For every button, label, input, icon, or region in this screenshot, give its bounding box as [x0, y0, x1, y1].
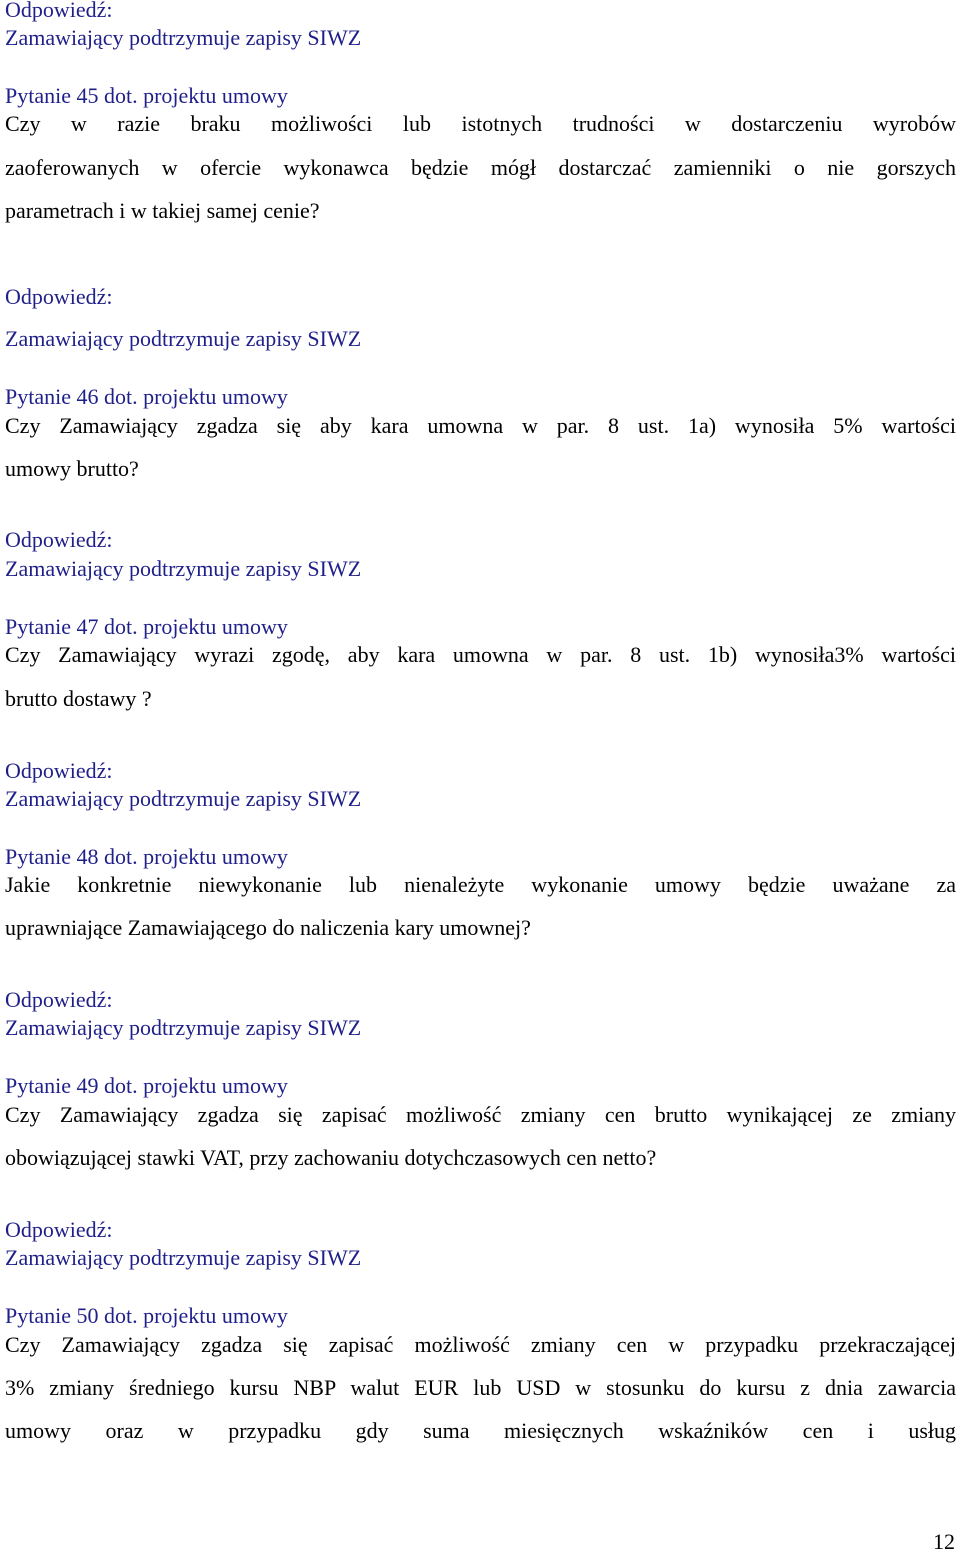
question-text-line: parametrach i w takiej samej cenie? [5, 198, 320, 223]
question-heading: Pytanie 46 dot. projektu umowy [5, 384, 288, 409]
question-heading: Pytanie 47 dot. projektu umowy [5, 614, 288, 639]
answer-label: Odpowiedź: [5, 527, 113, 552]
question-text-line: 3% zmiany średniego kursu NBP walut EUR lub USD w stosunku do kursu z dnia zawarcia [5, 1375, 956, 1400]
answer-text: Zamawiający podtrzymuje zapisy SIWZ [5, 1015, 362, 1040]
question-text-line: Jakie konkretnie niewykonanie lub nienależyte wykonanie umowy będzie uważane za [5, 872, 956, 897]
answer-label: Odpowiedź: [5, 758, 113, 783]
question-heading: Pytanie 50 dot. projektu umowy [5, 1303, 288, 1328]
answer-text: Zamawiający podtrzymuje zapisy SIWZ [5, 25, 362, 50]
answer-text: Zamawiający podtrzymuje zapisy SIWZ [5, 556, 362, 581]
question-text-line: uprawniające Zamawiającego do naliczenia kary umownej? [5, 915, 531, 940]
answer-text: Zamawiający podtrzymuje zapisy SIWZ [5, 1245, 362, 1270]
question-heading: Pytanie 48 dot. projektu umowy [5, 844, 288, 869]
question-text-line: zaoferowanych w ofercie wykonawca będzie mógł dostarczać zamienniki o nie gorszych [5, 155, 956, 180]
question-text-line: obowiązującej stawki VAT, przy zachowaniu dotychczasowych cen netto? [5, 1145, 657, 1170]
question-text-line: Czy Zamawiający zgadza się aby kara umowna w par. 8 ust. 1a) wynosiła 5% wartości [5, 413, 956, 438]
answer-label: Odpowiedź: [5, 284, 113, 309]
question-text-line: umowy brutto? [5, 456, 139, 481]
answer-text: Zamawiający podtrzymuje zapisy SIWZ [5, 786, 362, 811]
answer-label: Odpowiedź: [5, 0, 113, 22]
question-heading: Pytanie 45 dot. projektu umowy [5, 83, 288, 108]
question-heading: Pytanie 49 dot. projektu umowy [5, 1073, 288, 1098]
answer-label: Odpowiedź: [5, 987, 113, 1012]
question-text-line: brutto dostawy ? [5, 686, 152, 711]
question-text-line: Czy Zamawiający zgadza się zapisać możliwość zmiany cen brutto wynikającej ze zmiany [5, 1102, 956, 1127]
question-text-line: Czy Zamawiający zgadza się zapisać możliwość zmiany cen w przypadku przekraczającej [5, 1332, 956, 1357]
question-text-line: Czy Zamawiający wyrazi zgodę, aby kara umowna w par. 8 ust. 1b) wynosiła3% wartości [5, 642, 956, 667]
page-number: 12 [933, 1529, 955, 1554]
question-text-line: umowy oraz w przypadku gdy suma miesięcznych wskaźników cen i usług [5, 1418, 956, 1443]
answer-label: Odpowiedź: [5, 1217, 113, 1242]
question-text-line: Czy w razie braku możliwości lub istotnych trudności w dostarczeniu wyrobów [5, 111, 956, 136]
answer-text: Zamawiający podtrzymuje zapisy SIWZ [5, 326, 362, 351]
